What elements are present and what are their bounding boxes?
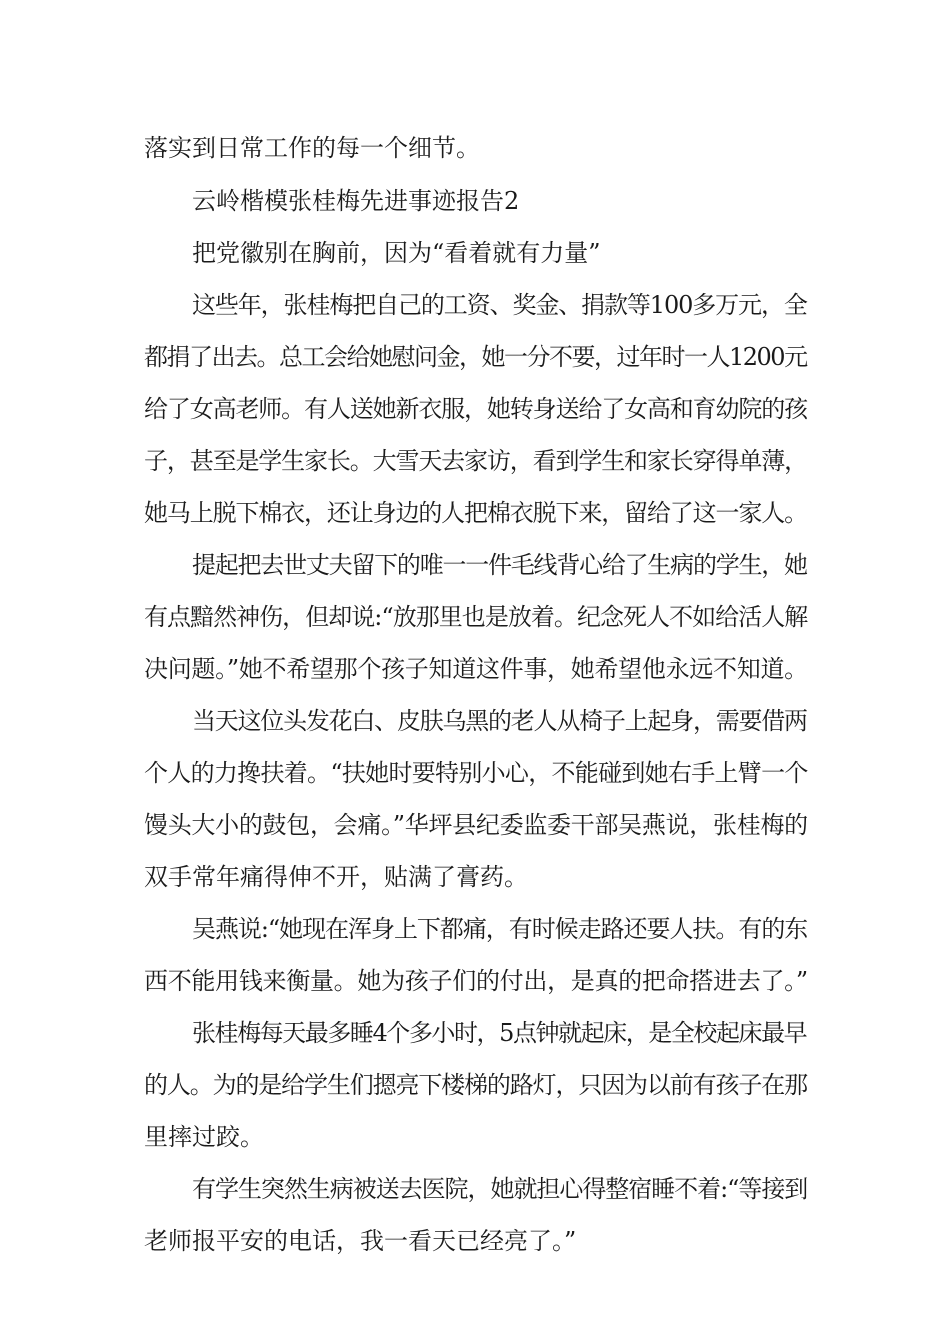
text-line-13: 个人的力搀扶着。“扶她时要特别小心，不能碰到她右手上臂一个	[144, 759, 808, 787]
text-line-12: 当天这位头发花白、皮肤乌黑的老人从椅子上起身，需要借两	[192, 707, 807, 735]
text-line-17: 西不能用钱来衡量。她为孩子们的付出，是真的把命搭进去了。”	[144, 967, 808, 995]
text-line-21: 有学生突然生病被送去医院，她就担心得整宿睡不着:“等接到	[192, 1175, 808, 1203]
text-line-14: 馒头大小的鼓包，会痛。”华坪县纪委监委干部吴燕说，张桂梅的	[144, 811, 808, 839]
text-line-6: 给了女高老师。有人送她新衣服，她转身送给了女高和育幼院的孩	[144, 395, 807, 423]
text-line-15: 双手常年痛得伸不开，贴满了膏药。	[144, 863, 528, 891]
text-line-4: 这些年，张桂梅把自己的工资、奖金、捐款等100多万元，全	[192, 291, 807, 319]
section-subheading: 把党徽别在胸前，因为“看着就有力量”	[192, 239, 601, 267]
text-line-9: 提起把去世丈夫留下的唯一一件毛线背心给了生病的学生，她	[192, 551, 807, 579]
text-line-5: 都捐了出去。总工会给她慰问金，她一分不要，过年时一人1200元	[144, 343, 807, 371]
text-line-16: 吴燕说:“她现在浑身上下都痛，有时候走路还要人扶。有的东	[192, 915, 808, 943]
text-line-8: 她马上脱下棉衣，还让身边的人把棉衣脱下来，留给了这一家人。	[144, 499, 807, 527]
text-line-1: 落实到日常工作的每一个细节。	[144, 134, 480, 162]
text-line-11: 决问题。”她不希望那个孩子知道这件事，她希望他永远不知道。	[144, 655, 808, 683]
text-line-18: 张桂梅每天最多睡4个多小时，5点钟就起床，是全校起床最早	[192, 1019, 807, 1047]
text-line-10: 有点黯然神伤，但却说:“放那里也是放着。纪念死人不如给活人解	[144, 603, 808, 631]
text-line-22: 老师报平安的电话，我一看天已经亮了。”	[144, 1227, 577, 1255]
text-line-19: 的人。为的是给学生们摁亮下楼梯的路灯，只因为以前有孩子在那	[144, 1071, 807, 1099]
text-line-7: 子，甚至是学生家长。大雪天去家访，看到学生和家长穿得单薄，	[144, 447, 807, 475]
text-line-20: 里摔过跤。	[144, 1123, 264, 1151]
section-heading: 云岭楷模张桂梅先进事迹报告2	[192, 187, 520, 215]
